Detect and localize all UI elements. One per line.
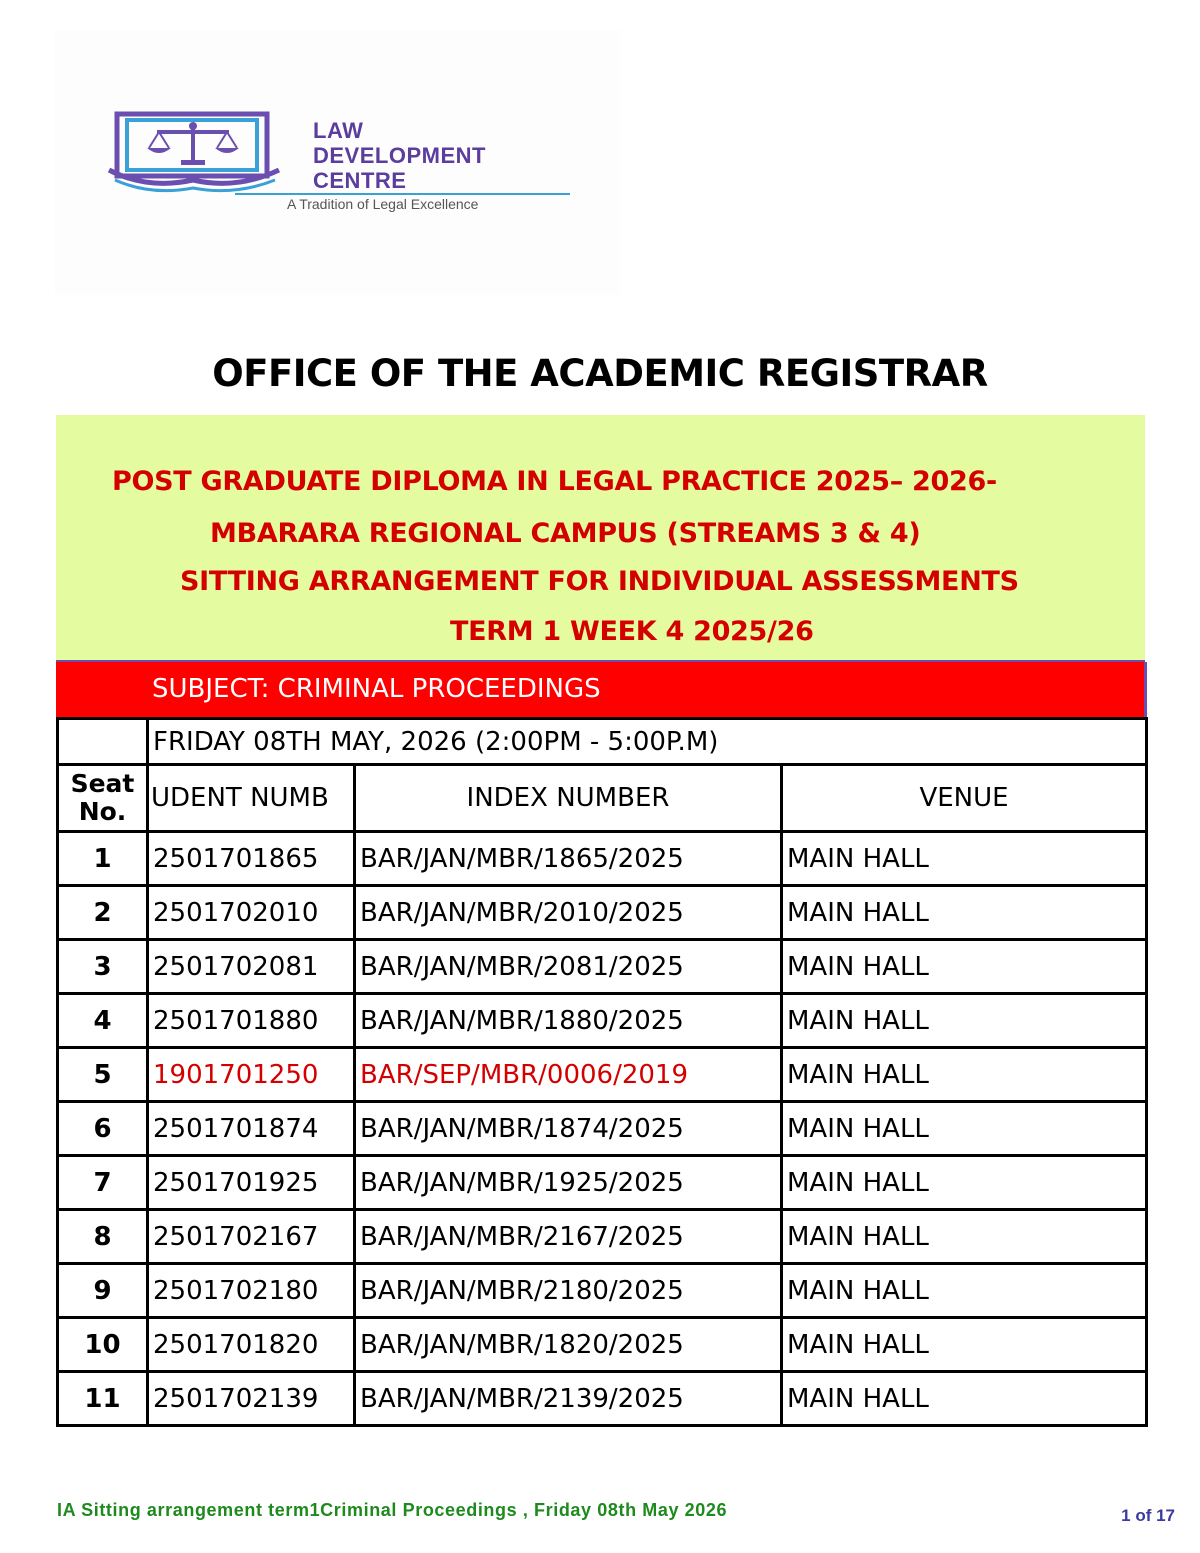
table-body [58,832,1147,1426]
table-row [58,886,1147,940]
page-number: 1 of 17 [1121,1506,1175,1525]
venue-cell: MAIN HALL [782,1156,1147,1210]
index-number-cell: BAR/JAN/MBR/1880/2025 [355,994,782,1048]
seat-number-cell: 2 [58,886,148,940]
table-row [58,940,1147,994]
table-row [58,1210,1147,1264]
footer-caption: IA Sitting arrangement term1Criminal Proceedings , Friday 08th May 2026 [57,1500,728,1520]
index-number-cell: BAR/JAN/MBR/2010/2025 [355,886,782,940]
index-number-cell: BAR/JAN/MBR/2167/2025 [355,1210,782,1264]
student-number-cell: 2501702081 [148,940,355,994]
header-index-number: INDEX NUMBER [355,765,782,832]
venue-cell: MAIN HALL [782,886,1147,940]
scales-of-justice-book-icon [107,110,282,195]
programme-line-3: SITTING ARRANGEMENT FOR INDIVIDUAL ASSESSMENTS [180,566,1019,597]
header-student-number: UDENT NUMB [148,765,355,832]
venue-cell: MAIN HALL [782,1264,1147,1318]
subject-label: SUBJECT: CRIMINAL PROCEEDINGS [152,674,601,704]
logo-area [55,30,620,295]
subject-bar [56,660,1145,717]
table-header-row [58,765,1147,832]
index-number-cell: BAR/JAN/MBR/2139/2025 [355,1372,782,1426]
index-number-cell: BAR/JAN/MBR/2081/2025 [355,940,782,994]
programme-line-1: POST GRADUATE DIPLOMA IN LEGAL PRACTICE 2025– 2026- [112,466,997,497]
header-seat-no: Seat No. [58,765,148,832]
table-row [58,832,1147,886]
student-number-cell: 2501702139 [148,1372,355,1426]
table-row [58,1318,1147,1372]
table-row [58,994,1147,1048]
student-number-cell: 2501701874 [148,1102,355,1156]
venue-cell: MAIN HALL [782,832,1147,886]
table-row [58,1156,1147,1210]
logo-tagline: A Tradition of Legal Excellence [287,196,479,212]
page-title: OFFICE OF THE ACADEMIC REGISTRAR [212,352,988,395]
seat-number-cell: 10 [58,1318,148,1372]
exam-date: FRIDAY 08TH MAY, 2026 (2:00PM - 5:00P.M) [148,719,1147,765]
venue-cell: MAIN HALL [782,1102,1147,1156]
seat-number-cell: 1 [58,832,148,886]
venue-cell: MAIN HALL [782,994,1147,1048]
student-number-cell: 2501701880 [148,994,355,1048]
table-row [58,1102,1147,1156]
logo-divider [235,193,570,195]
venue-cell: MAIN HALL [782,1318,1147,1372]
index-number-cell: BAR/JAN/MBR/1865/2025 [355,832,782,886]
venue-cell: MAIN HALL [782,1210,1147,1264]
seat-number-cell: 5 [58,1048,148,1102]
seat-number-cell: 8 [58,1210,148,1264]
student-number-cell: 2501701865 [148,832,355,886]
table-row [58,1264,1147,1318]
seat-number-cell: 3 [58,940,148,994]
index-number-cell: BAR/JAN/MBR/1874/2025 [355,1102,782,1156]
date-row [58,719,1147,765]
seat-number-cell: 6 [58,1102,148,1156]
header-venue: VENUE [782,765,1147,832]
seat-number-cell: 9 [58,1264,148,1318]
seat-number-cell: 4 [58,994,148,1048]
index-number-cell: BAR/SEP/MBR/0006/2019 [355,1048,782,1102]
student-number-cell: 2501702010 [148,886,355,940]
programme-line-4: TERM 1 WEEK 4 2025/26 [450,616,814,647]
date-row-empty-cell [58,719,148,765]
table-row [58,1048,1147,1102]
logo-wordmark [313,118,486,193]
seat-number-cell: 7 [58,1156,148,1210]
seating-table [56,717,1148,1427]
logo-line-development: DEVELOPMENT [313,143,486,168]
student-number-cell: 2501701820 [148,1318,355,1372]
table-row [58,1372,1147,1426]
student-number-cell: 2501702167 [148,1210,355,1264]
logo-line-law: LAW [313,118,364,143]
student-number-cell: 2501701925 [148,1156,355,1210]
student-number-cell: 2501702180 [148,1264,355,1318]
index-number-cell: BAR/JAN/MBR/1925/2025 [355,1156,782,1210]
subject-bar-edge [1144,662,1147,717]
logo-line-centre: CENTRE [313,168,407,193]
seat-number-cell: 11 [58,1372,148,1426]
venue-cell: MAIN HALL [782,940,1147,994]
venue-cell: MAIN HALL [782,1372,1147,1426]
index-number-cell: BAR/JAN/MBR/2180/2025 [355,1264,782,1318]
venue-cell: MAIN HALL [782,1048,1147,1102]
programme-line-2: MBARARA REGIONAL CAMPUS (STREAMS 3 & 4) [210,518,921,549]
student-number-cell: 1901701250 [148,1048,355,1102]
index-number-cell: BAR/JAN/MBR/1820/2025 [355,1318,782,1372]
